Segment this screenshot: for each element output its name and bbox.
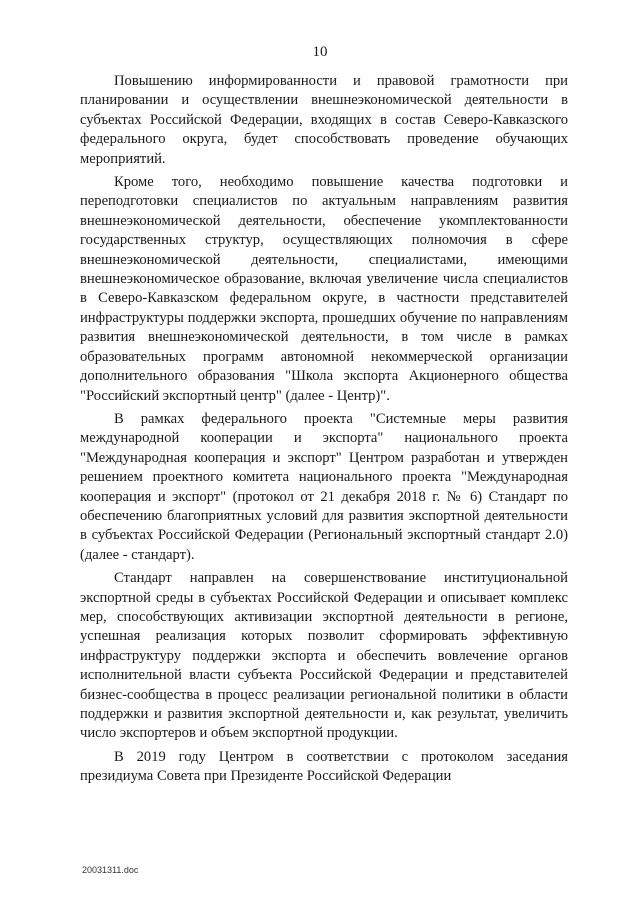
paragraph: Повышению информированности и правовой грамотности при планировании и осуществлении внешнеэкономической деятельности в субъектах Российской Федерации, входящих в состав Северо-Кавказского федерального округа, будет способствовать проведение обучающих мероприятий.: [80, 73, 568, 167]
page-number: 10: [312, 44, 328, 60]
paragraph: Стандарт направлен на совершенствование институциональной экспортной среды в субъектах Российской Федерации и описывает комплекс мер, способствующих активизации экспортной деятельности в регионе, успешная реализация которых позволит сформировать эффективную инфраструктуру поддержки экспорта и обеспечить вовлечение органов исполнительной власти субъекта Российской Федерации и представителей бизнес-сообщества в процесс реализации региональной политики в области поддержки и развития экспортной деятельности и, как результат, увеличить число экспортеров и объем экспортной продукции.: [80, 570, 568, 742]
paragraph: Кроме того, необходимо повышение качества подготовки и переподготовки специалистов по актуальным направлениям развития внешнеэкономической деятельности, обеспечение укомплектованности государственных структур, осуществляющих полномочия в сфере внешнеэкономической деятельности, специалистами, имеющими внешнеэкономическое образование, включая увеличение числа специалистов в Северо-Кавказском федеральном округе, в частности представителей инфраструктуры поддержки экспорта, прошедших обучение по направлениям развития внешнеэкономической деятельности, в том числе в рамках образовательных программ автономной некоммерческой организации дополнительного образования "Школа экспорта Акционерного общества "Российский экспортный центр" (далее - Центр)".: [80, 174, 568, 404]
document-body: [80, 72, 568, 791]
paragraph: В 2019 году Центром в соответствии с протоколом заседания президиума Совета при Президенте Российской Федерации: [80, 748, 568, 785]
document-file-code: 20031311.doc: [82, 865, 139, 875]
paragraph: В рамках федерального проекта "Системные меры развития международной кооперации и экспорта" национального проекта "Международная кооперация и экспорт" Центром разработан и утвержден решением проектного комитета национального проекта "Международная кооперация и экспорт" (протокол от 21 декабря 2018 г. № 6) Стандарт по обеспечению благоприятных условий для развития экспортной деятельности в субъектах Российской Федерации (Региональный экспортный стандарт 2.0) (далее - стандарт).: [80, 410, 568, 563]
